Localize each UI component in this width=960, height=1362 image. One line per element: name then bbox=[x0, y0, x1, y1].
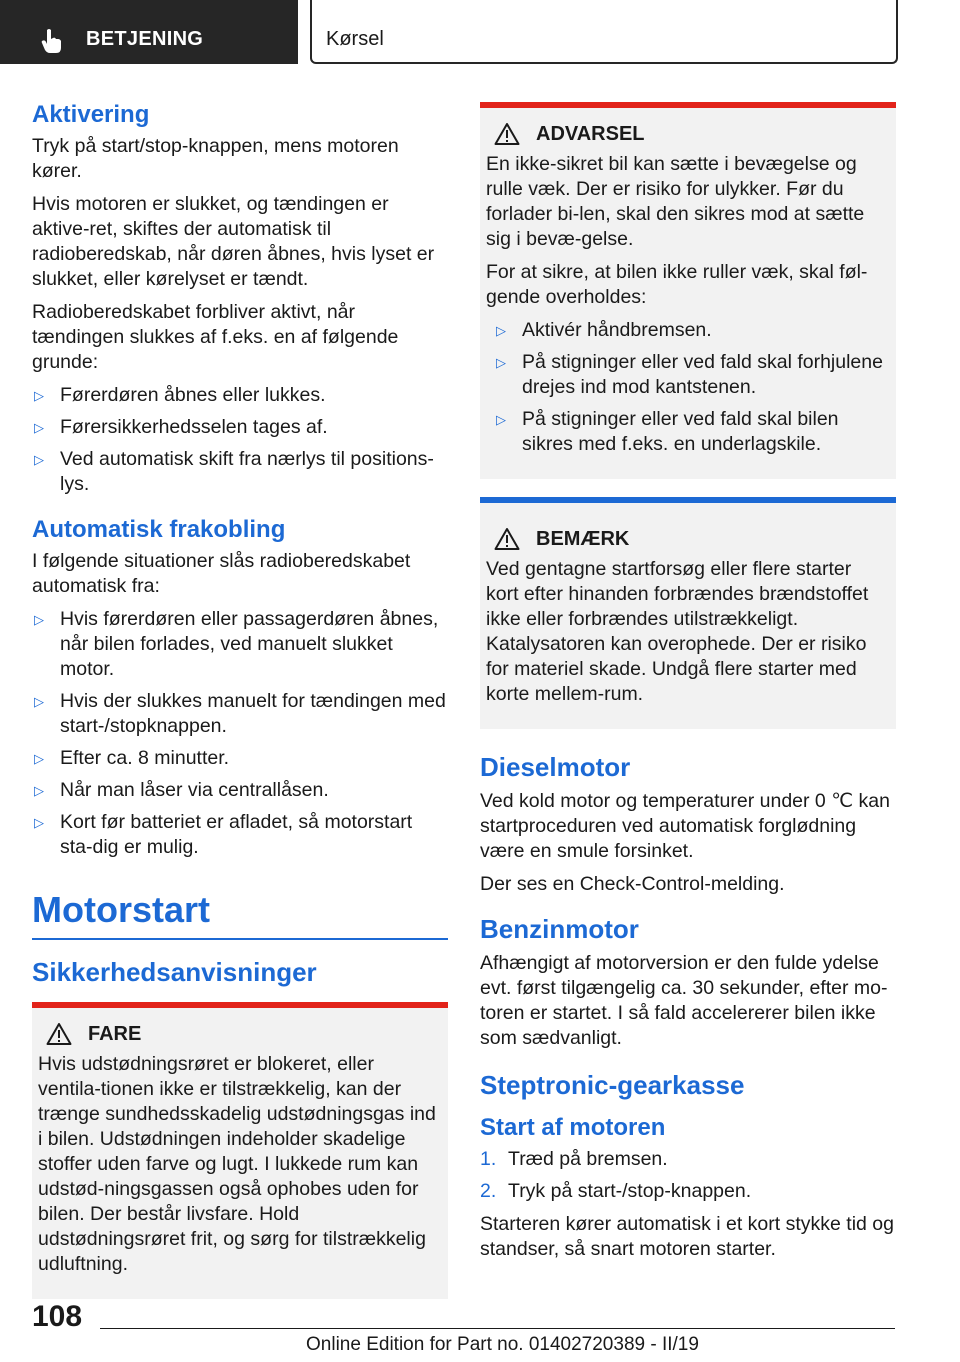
notice-box-header bbox=[486, 527, 888, 551]
aktivering-paragraph: Hvis motoren er slukket, og tændingen er aktive-ret, skiftes der automatisk til radioberedskab, når døren åbnes, hvis lyset er slukket, eller kørelyset er tændt. bbox=[32, 193, 435, 290]
list-item: ▷ Efter ca. 8 minutter. bbox=[34, 747, 230, 769]
warning-triangle-icon bbox=[46, 1022, 72, 1046]
frakobling-list bbox=[32, 607, 448, 860]
warning-box-text: En ikke-sikret bil kan sætte i bevægelse og rulle væk. Der er risiko for ulykker. Før du forlader bi-len, skal den sikres mod at sætte sig i bevæ-gelse. bbox=[486, 153, 865, 250]
benzin-heading: Benzinmotor bbox=[480, 914, 639, 944]
triangle-right-icon: ▷ bbox=[496, 412, 506, 427]
diesel-paragraph: Ved kold motor og temperaturer under 0 ℃ kan startproceduren ved automatisk forglødning være en smule forsinket. bbox=[480, 790, 890, 862]
triangle-right-icon: ▷ bbox=[34, 612, 44, 627]
footer-edition: Online Edition for Part no. 01402720389 - II/19 bbox=[306, 1334, 699, 1355]
danger-box-header bbox=[38, 1022, 440, 1046]
diesel-heading: Dieselmotor bbox=[480, 752, 631, 782]
start-steps bbox=[480, 1147, 896, 1204]
chapter-divider bbox=[32, 938, 448, 940]
section-tab bbox=[0, 0, 298, 64]
warning-triangle-icon bbox=[494, 122, 520, 146]
list-item: ▷ Aktivér håndbremsen. bbox=[496, 319, 712, 341]
page-header bbox=[0, 0, 960, 66]
notice-box bbox=[480, 497, 896, 729]
diesel-paragraph: Der ses en Check-Control-melding. bbox=[480, 873, 785, 895]
aktivering-paragraph: Radioberedskabet forbliver aktivt, når tændingen slukkes af f.eks. en af følgende grunde: bbox=[32, 301, 399, 373]
list-item: ▷ På stigninger eller ved fald skal forhjulene drejes ind mod kantstenen. bbox=[496, 351, 883, 398]
danger-box-title: FARE bbox=[88, 1022, 142, 1045]
list-item: ▷ Ved automatisk skift fra nærlys til positions-lys. bbox=[34, 448, 434, 495]
list-item: 2. Tryk på start-/stop-knappen. bbox=[480, 1180, 752, 1202]
list-item: ▷ Hvis førerdøren eller passagerdøren åbnes, når bilen forlades, ved manuelt slukket motor. bbox=[34, 608, 439, 680]
triangle-right-icon: ▷ bbox=[34, 815, 44, 830]
subchapter-title: Sikkerhedsanvisninger bbox=[32, 957, 317, 987]
triangle-right-icon: ▷ bbox=[34, 694, 44, 709]
warning-box bbox=[480, 102, 896, 479]
aktivering-list bbox=[32, 383, 448, 497]
triangle-right-icon: ▷ bbox=[34, 420, 44, 435]
left-column bbox=[32, 100, 448, 1317]
list-item: ▷ Når man låser via centrallåsen. bbox=[34, 779, 329, 801]
right-column bbox=[480, 102, 896, 1270]
start-paragraph: Starteren kører automatisk i et kort stykke tid og standser, så snart motoren starter. bbox=[480, 1213, 894, 1260]
hand-pointer-icon bbox=[40, 28, 64, 54]
danger-box bbox=[32, 1002, 448, 1299]
triangle-right-icon: ▷ bbox=[496, 323, 506, 338]
chapter-header-box bbox=[310, 0, 898, 64]
warning-triangle-icon bbox=[494, 527, 520, 551]
frakobling-paragraph: I følgende situationer slås radioberedskabet automatisk fra: bbox=[32, 550, 411, 597]
benzin-paragraph: Afhængigt af motorversion er den fulde ydelse evt. først tilgængelig ca. 30 sekunder, efter mo-toren er startet. I så fald accelererer bilen ikke som sædvanligt. bbox=[480, 952, 888, 1049]
chapter-header-label: Kørsel bbox=[326, 28, 384, 50]
footer-divider bbox=[100, 1328, 895, 1329]
triangle-right-icon: ▷ bbox=[496, 355, 506, 370]
aktivering-paragraph: Tryk på start/stop-knappen, mens motoren kører. bbox=[32, 135, 399, 182]
chapter-title: Motorstart bbox=[32, 889, 210, 930]
danger-box-text: Hvis udstødningsrøret er blokeret, eller ventila-tionen ikke er tilstrækkelig, kan der trænge sundhedsskadelig udstødningsgas ind i bilen. Udstødningen indeholder skadelige stoffer uden farve og lugt. I lukkede rum kan udstød-ningsgassen også ophobes uden for bilen. Der består livsfare. Hold udstødningsrøret frit, og sørg for tilstrækkelig udluftning. bbox=[38, 1053, 436, 1275]
warning-box-header bbox=[486, 122, 888, 146]
warning-box-list bbox=[486, 318, 888, 457]
steptronic-heading: Steptronic-gearkasse bbox=[480, 1070, 745, 1100]
notice-box-title: BEMÆRK bbox=[536, 527, 630, 550]
aktivering-heading: Aktivering bbox=[32, 101, 150, 128]
notice-box-text: Ved gentagne startforsøg eller flere starter kort efter hinanden forbrændes brændstoffet ikke eller forbrændes utilstrækkeligt. Katalysatoren kan overophede. Der er risiko for materiel skade. Undgå flere starter med korte mellem-rum. bbox=[486, 558, 869, 705]
list-item: ▷ På stigninger eller ved fald skal bilen sikres med f.eks. en underlagskile. bbox=[496, 408, 839, 455]
warning-box-title: ADVARSEL bbox=[536, 122, 645, 145]
section-tab-label: BETJENING bbox=[86, 28, 204, 50]
warning-box-text: For at sikre, at bilen ikke ruller væk, skal føl-gende overholdes: bbox=[486, 261, 868, 308]
start-heading: Start af motoren bbox=[480, 1114, 666, 1141]
list-item: ▷ Førerdøren åbnes eller lukkes. bbox=[34, 384, 326, 406]
triangle-right-icon: ▷ bbox=[34, 751, 44, 766]
list-item: ▷ Førersikkerhedsselen tages af. bbox=[34, 416, 328, 438]
list-item: ▷ Hvis der slukkes manuelt for tændingen med start-/stopknappen. bbox=[34, 690, 446, 737]
triangle-right-icon: ▷ bbox=[34, 783, 44, 798]
list-item: ▷ Kort før batteriet er afladet, så motorstart sta-dig er mulig. bbox=[34, 811, 413, 858]
page-number: 108 bbox=[32, 1300, 83, 1333]
list-item: 1. Træd på bremsen. bbox=[480, 1148, 668, 1170]
triangle-right-icon: ▷ bbox=[34, 388, 44, 403]
frakobling-heading: Automatisk frakobling bbox=[32, 516, 286, 543]
triangle-right-icon: ▷ bbox=[34, 452, 44, 467]
